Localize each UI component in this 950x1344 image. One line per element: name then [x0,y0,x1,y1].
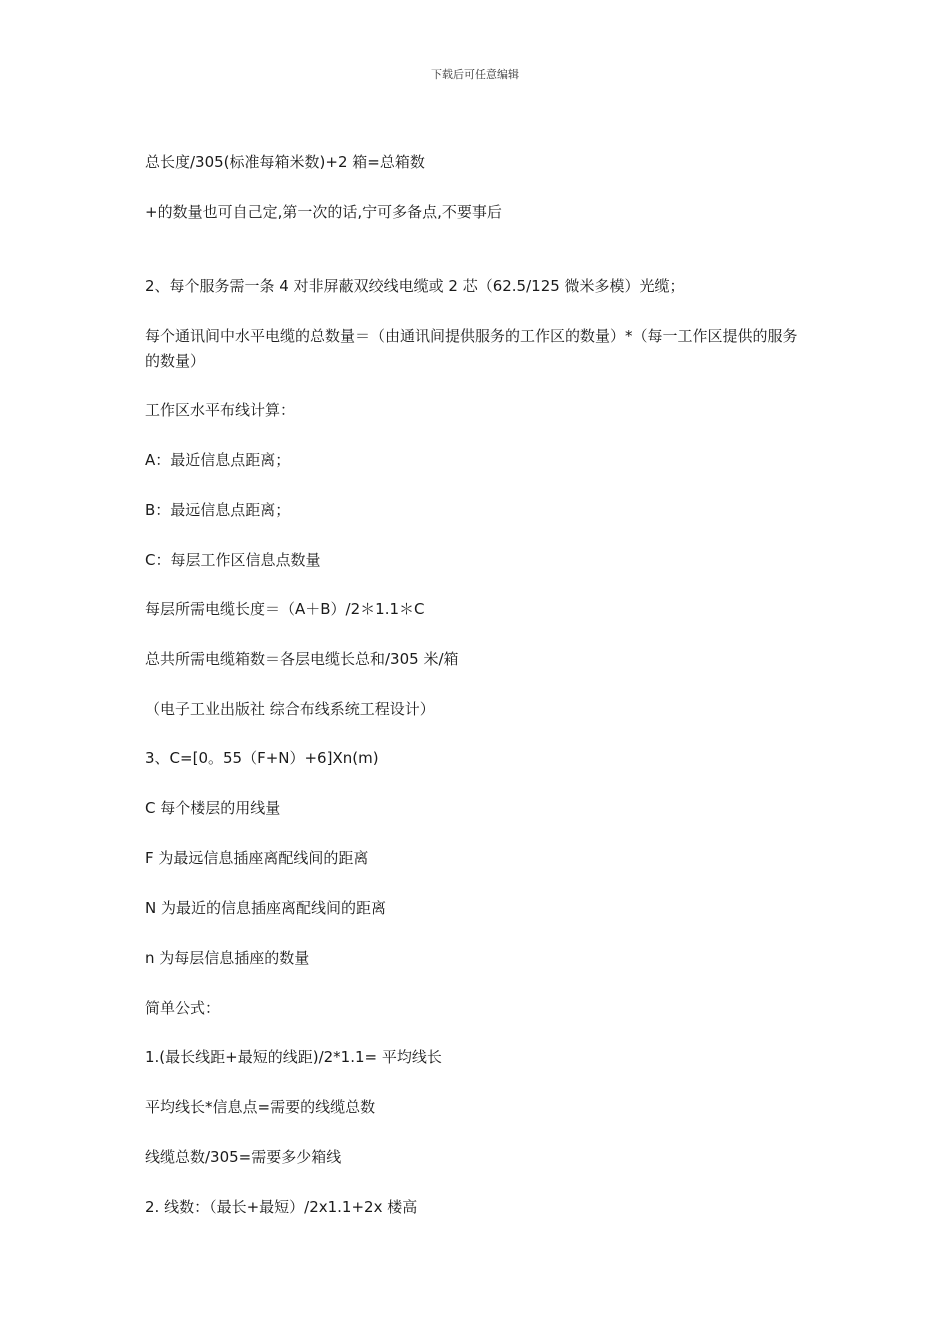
paragraph: B：最远信息点距离； [145,501,291,519]
paragraph: C：每层工作区信息点数量 [145,551,321,569]
paragraph: 总共所需电缆箱数＝各层电缆长总和/305 米/箱 [145,650,459,668]
paragraph: 总长度/305(标准每箱米数)+2 箱=总箱数 [145,153,425,171]
paragraph: 简单公式： [145,999,221,1017]
paragraph: C 每个楼层的用线量 [145,799,281,817]
paragraph: F 为最远信息插座离配线间的距离 [145,849,369,867]
paragraph: A：最近信息点距离； [145,451,291,469]
paragraph: 工作区水平布线计算： [145,401,296,419]
paragraph: n 为每层信息插座的数量 [145,949,310,967]
paragraph: +的数量也可自己定,第一次的话,宁可多备点,不要事后 [145,203,502,221]
paragraph: 每个通讯间中水平电缆的总数量＝（由通讯间提供服务的工作区的数量）*（每一工作区提供的服务的数量） [145,327,798,370]
paragraph: 平均线长*信息点=需要的线缆总数 [145,1098,376,1116]
page-header: 下载后可任意编辑 [431,68,519,81]
paragraph: 3、C=[0。55（F+N）+6]Xn(m) [145,749,379,767]
paragraph: 2、每个服务需一条 4 对非屏蔽双绞线电缆或 2 芯（62.5/125 微米多模）光缆； [145,277,685,295]
paragraph: （电子工业出版社 综合布线系统工程设计） [145,700,435,718]
paragraph: 线缆总数/305=需要多少箱线 [145,1148,342,1166]
paragraph: 2. 线数：（最长+最短）/2x1.1+2x 楼高 [145,1198,418,1216]
paragraph: N 为最近的信息插座离配线间的距离 [145,899,386,917]
paragraph: 1.(最长线距+最短的线距)/2*1.1= 平均线长 [145,1048,442,1066]
paragraph: 每层所需电缆长度＝（A＋B）/2＊1.1＊C [145,600,425,618]
